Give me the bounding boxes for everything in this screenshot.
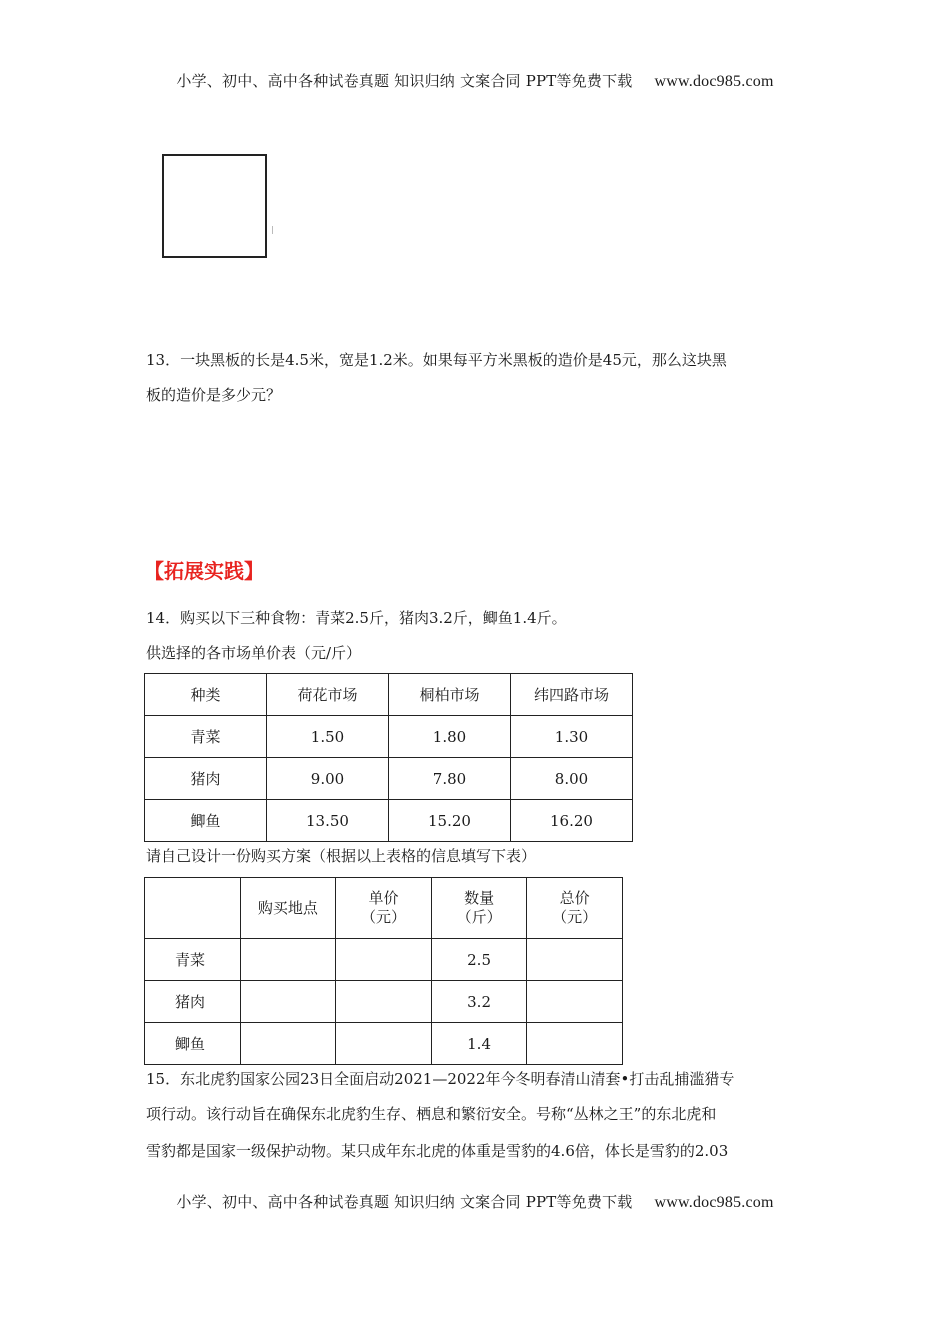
- purchase-plan-table: [144, 877, 623, 1065]
- blank-cell: [336, 1023, 432, 1065]
- table-cell: 9.00: [267, 758, 389, 800]
- figure-mark: [272, 226, 273, 234]
- table-row: [145, 716, 633, 758]
- table-header-cell: 种类: [145, 674, 267, 716]
- table-cell: 1.50: [267, 716, 389, 758]
- table-cell: 青菜: [145, 716, 267, 758]
- table-header-cell: [527, 878, 623, 939]
- q14-line1: 14．购买以下三种食物：青菜2.5斤，猪肉3.2斤，鲫鱼1.4斤。: [146, 609, 567, 627]
- header-unit: （元）: [552, 908, 598, 926]
- blank-cell: [240, 939, 336, 981]
- table-header-cell: [431, 878, 527, 939]
- table2-caption: 请自己设计一份购买方案（根据以上表格的信息填写下表）: [146, 847, 537, 865]
- square-figure: [162, 154, 267, 258]
- header-unit: （元）: [360, 908, 406, 926]
- price-table: [144, 673, 633, 842]
- blank-cell: [527, 1023, 623, 1065]
- table-row: [145, 758, 633, 800]
- q13-line2: 板的造价是多少元？: [146, 386, 282, 404]
- table-cell: 15.20: [389, 800, 511, 842]
- page-header: [0, 70, 950, 91]
- table-cell: 1.30: [511, 716, 633, 758]
- q15-line2: 项行动。该行动旨在确保东北虎豹生存、栖息和繁衍安全。号称“丛林之王”的东北虎和: [146, 1105, 717, 1123]
- table-header-cell: 购买地点: [240, 878, 336, 939]
- table-header-cell: 纬四路市场: [511, 674, 633, 716]
- table-cell: 鲫鱼: [145, 800, 267, 842]
- table-cell: 猪肉: [145, 981, 241, 1023]
- section-title: 【拓展实践】: [144, 559, 264, 583]
- blank-cell: [527, 981, 623, 1023]
- footer-site: www.doc985.com: [654, 1194, 774, 1211]
- footer-text: 小学、初中、高中各种试卷真题 知识归纳 文案合同 PPT等免费下载: [176, 1193, 633, 1211]
- table-header-cell: 桐柏市场: [389, 674, 511, 716]
- header-line: 数量: [464, 889, 495, 907]
- table-cell: 猪肉: [145, 758, 267, 800]
- header-site: www.doc985.com: [654, 73, 774, 90]
- table-cell: 7.80: [389, 758, 511, 800]
- blank-cell: [240, 1023, 336, 1065]
- table-cell: 青菜: [145, 939, 241, 981]
- table-row: [145, 674, 633, 716]
- q15-line1: 15．东北虎豹国家公园23日全面启动2021—2022年今冬明春清山清套•打击乱捕滥猎专: [146, 1070, 735, 1088]
- table-row: [145, 981, 623, 1023]
- table-header-cell: 荷花市场: [267, 674, 389, 716]
- table-cell: 13.50: [267, 800, 389, 842]
- table-cell: 1.80: [389, 716, 511, 758]
- page-footer: [0, 1191, 950, 1212]
- table-cell: 3.2: [431, 981, 527, 1023]
- table-row: [145, 1023, 623, 1065]
- header-line: 总价: [559, 889, 590, 907]
- table-cell: 1.4: [431, 1023, 527, 1065]
- table-cell: 16.20: [511, 800, 633, 842]
- table1-caption: 供选择的各市场单价表（元/斤）: [146, 644, 362, 662]
- table-row: [145, 800, 633, 842]
- q13-line1: 13．一块黑板的长是4.5米，宽是1.2米。如果每平方米黑板的造价是45元，那么这块黑: [146, 351, 727, 369]
- table-cell: 2.5: [431, 939, 527, 981]
- table-header-cell: [145, 878, 241, 939]
- header-unit: （斤）: [456, 908, 502, 926]
- blank-cell: [240, 981, 336, 1023]
- header-text: 小学、初中、高中各种试卷真题 知识归纳 文案合同 PPT等免费下载: [176, 72, 633, 90]
- table-cell: 鲫鱼: [145, 1023, 241, 1065]
- table-cell: 8.00: [511, 758, 633, 800]
- blank-cell: [336, 981, 432, 1023]
- blank-cell: [527, 939, 623, 981]
- table-header-cell: [336, 878, 432, 939]
- table-row: [145, 939, 623, 981]
- q15-line3: 雪豹都是国家一级保护动物。某只成年东北虎的体重是雪豹的4.6倍，体长是雪豹的2.03: [146, 1142, 729, 1160]
- header-line: 单价: [368, 889, 399, 907]
- blank-cell: [336, 939, 432, 981]
- table-row: [145, 878, 623, 939]
